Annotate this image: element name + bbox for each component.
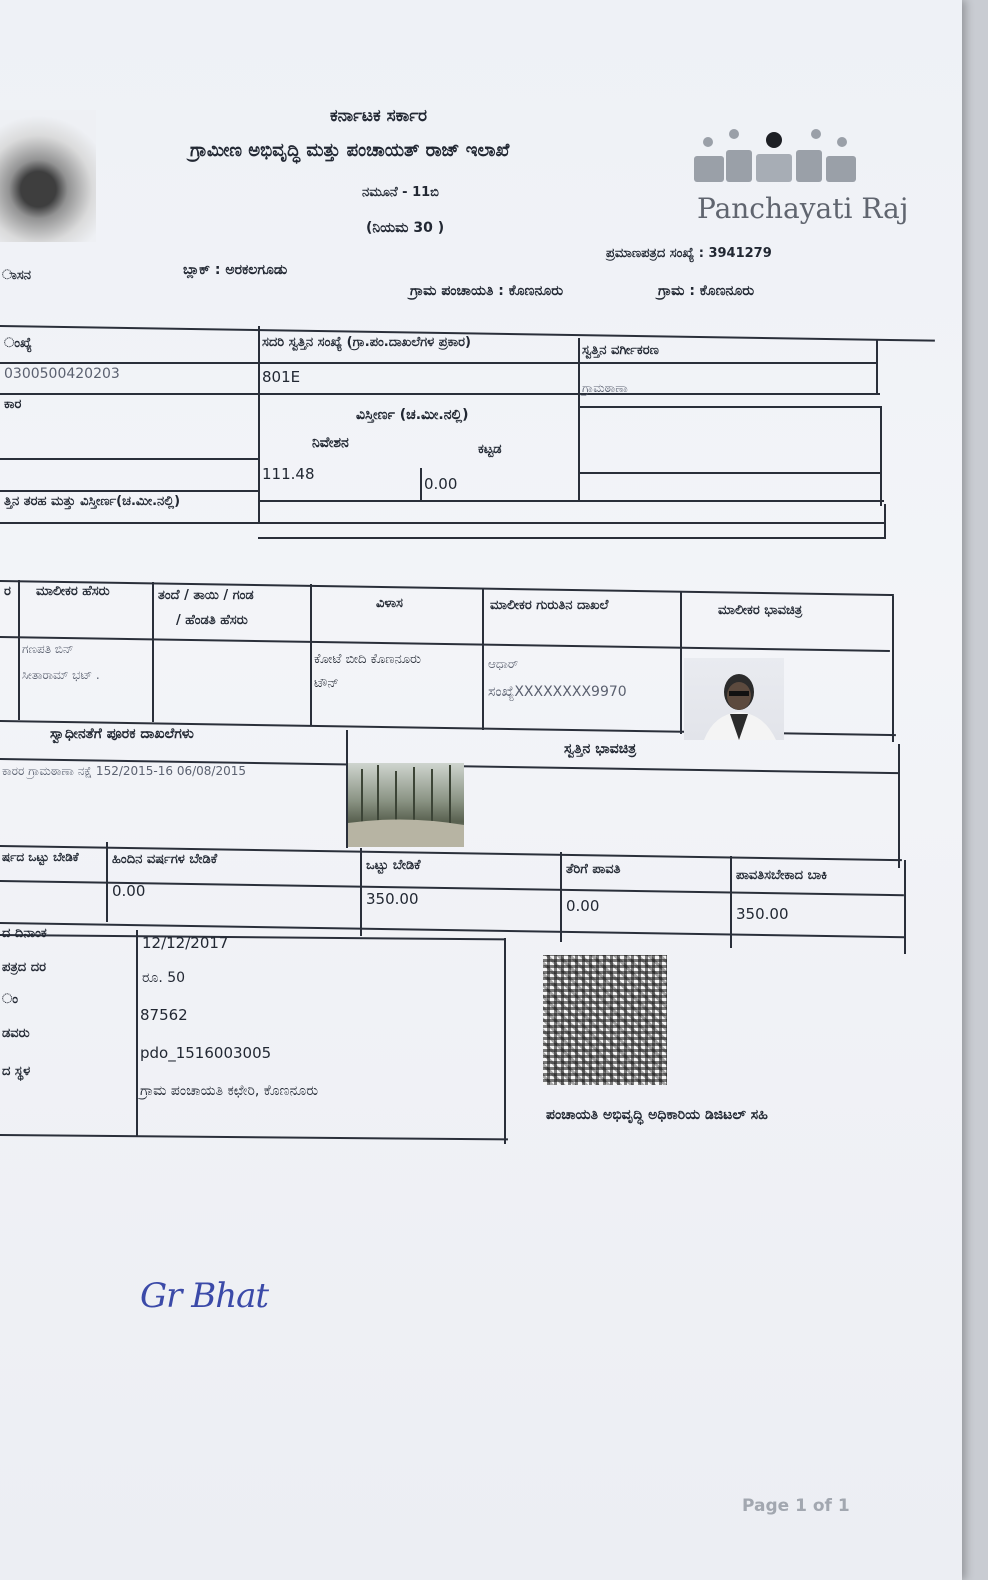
issue-place-value: ಗ್ರಾಮ ಪಂಚಾಯತಿ ಕಛೇರಿ, ಕೊಣನೂರು <box>140 1083 319 1099</box>
document-entry: ಕಾರರ ಗ್ರಾಮಠಾಣಾ ನಕ್ಷೆ 152/2015-16 06/08/2015 <box>2 764 246 778</box>
karnataka-emblem <box>0 110 96 242</box>
department-title: ಗ್ರಾಮೀಣ ಅಭಿವೃದ್ಧಿ ಮತ್ತು ಪಂಚಾಯತ್ ರಾಜ್ ಇಲಾಖೆ <box>190 140 510 161</box>
property-photo-header: ಸ್ವತ್ತಿನ ಭಾವಚಿತ್ರ <box>564 741 637 757</box>
tax-col3-header: ಒಟ್ಟು ಬೇಡಿಕೆ <box>366 858 421 873</box>
property-id-value: 0300500420203 <box>4 366 120 382</box>
owner-address-line1: ಕೋಟೆ ಬೀದಿ ಕೊಣನೂರು <box>314 652 421 667</box>
owner-id-header: ಮಾಲೀಕರ ಗುರುತಿನ ದಾಖಲೆ <box>490 598 609 613</box>
rule-number: (ನಿಯಮ 30 ) <box>366 220 445 236</box>
owner-id-type: ಆಧಾರ್ <box>488 657 519 671</box>
form-number: ನಮೂನೆ - 11ಬಿ <box>362 185 439 200</box>
owner-id-number: ಸಂಖ್ಯೆXXXXXXXX9970 <box>488 684 627 700</box>
issue-receipt-label: ಂ <box>2 992 19 1007</box>
digital-signature-label: ಪಂಚಾಯತಿ ಅಭಿವೃದ್ಧಿ ಅಧಿಕಾರಿಯ ಡಿಜಿಟಲ್ ಸಹಿ <box>546 1107 768 1123</box>
building-label: ಕಟ್ಟಡ <box>478 442 502 457</box>
owner-name-line1: ಗಣಪತಿ ಬಿನ್ <box>22 642 74 656</box>
tax-col5-header: ಪಾವತಿಸಬೇಕಾದ ಬಾಕಿ <box>736 868 828 883</box>
classification-value: ಗ್ರಾಮಠಾಣಾ <box>582 381 628 395</box>
issue-fee-value: ರೂ. 50 <box>142 970 186 986</box>
property-type-label: ಕಾರ <box>4 397 22 412</box>
total-demand-value: 350.00 <box>366 890 419 908</box>
issue-place-label: ದ ಸ್ಥಳ <box>2 1064 31 1079</box>
property-photo <box>348 763 464 847</box>
balance-due-value: 350.00 <box>736 905 789 923</box>
site-label: ನಿವೇಶನ <box>312 435 349 451</box>
area-header: ವಿಸ್ತೀರ್ಣ (ಚ.ಮೀ.ನಲ್ಲಿ) <box>356 407 469 423</box>
issued-by-value: pdo_1516003005 <box>140 1044 272 1062</box>
property-no-value: 801E <box>262 368 301 386</box>
type-area-label: ತ್ತಿನ ತರಹ ಮತ್ತು ವಿಸ್ತೀರ್ಣ(ಚ.ಮೀ.ನಲ್ಲಿ) <box>4 494 181 509</box>
property-col3-header: ಸ್ವತ್ತಿನ ವರ್ಗೀಕರಣ <box>582 343 659 358</box>
site-area-value: 111.48 <box>262 465 315 483</box>
village-name: ಗ್ರಾಮ : ಕೊಣನೂರು <box>658 283 755 299</box>
supplementary-docs-header: ಸ್ವಾಧೀನತೆಗೆ ಪೂರಕ ದಾಖಲೆಗಳು <box>50 726 194 742</box>
property-col1-header: ಂಖ್ಯೆ <box>4 336 32 351</box>
district-cut: ಾಸನ <box>2 268 32 283</box>
tax-col1-header: ರ್ಷದ ಒಟ್ಟು ಬೇಡಿಕೆ <box>2 850 79 864</box>
issue-date-value: 12/12/2017 <box>142 934 229 952</box>
block-name: ಬ್ಲಾಕ್ : ಅರಕಲಗೂಡು <box>183 262 288 278</box>
panchayati-raj-logo-icon <box>690 120 858 190</box>
qr-code-icon <box>543 955 667 1085</box>
certificate-number: ಪ್ರಮಾಣಪತ್ರದ ಸಂಖ್ಯೆ : 3941279 <box>606 246 772 261</box>
tax-paid-value: 0.00 <box>566 897 600 915</box>
owner-relation-header-line2: / ಹೆಂಡತಿ ಹೆಸರು <box>176 613 248 628</box>
previous-demand-value: 0.00 <box>112 882 146 900</box>
owner-name-line2: ಸೀತಾರಾಮ್ ಭಟ್ . <box>22 668 100 682</box>
owner-col0-header: ರ <box>4 584 11 599</box>
issue-date-label: ದ ದಿನಾಂಕ <box>2 926 47 941</box>
owner-photo <box>684 658 784 740</box>
issue-by-label: ಡವರು <box>2 1026 30 1041</box>
owner-address-line2: ಟೌನ್ <box>314 676 339 691</box>
owner-address-header: ವಿಳಾಸ <box>376 596 403 611</box>
gram-panchayat-name: ಗ್ರಾಮ ಪಂಚಾಯತಿ : ಕೊಣನೂರು <box>410 283 564 299</box>
page-number: Page 1 of 1 <box>742 1496 850 1516</box>
building-area-value: 0.00 <box>424 475 458 493</box>
owner-relation-header-line1: ತಂದೆ / ತಾಯಿ / ಗಂಡ <box>158 588 254 603</box>
logo-text: Panchayati Raj <box>697 192 909 225</box>
property-col2-header: ಸದರಿ ಸ್ವತ್ತಿನ ಸಂಖ್ಯೆ (ಗ್ರಾ.ಪಂ.ದಾಖಲೆಗಳ ಪ್ರಕಾರ) <box>262 335 471 350</box>
issue-receipt-value: 87562 <box>140 1006 188 1024</box>
owner-name-header: ಮಾಲೀಕರ ಹೆಸರು <box>36 584 110 599</box>
owner-photo-header: ಮಾಲೀಕರ ಭಾವಚಿತ್ರ <box>718 603 803 618</box>
tax-col2-header: ಹಿಂದಿನ ವರ್ಷಗಳ ಬೇಡಿಕೆ <box>112 852 218 867</box>
tax-col4-header: ತೆರಿಗೆ ಪಾವತಿ <box>566 862 621 877</box>
handwritten-signature: Gr Bhat <box>140 1276 269 1316</box>
govt-title: ಕರ್ನಾಟಕ ಸರ್ಕಾರ <box>330 106 428 126</box>
issue-fee-label: ಪತ್ರದ ದರ <box>2 960 46 975</box>
